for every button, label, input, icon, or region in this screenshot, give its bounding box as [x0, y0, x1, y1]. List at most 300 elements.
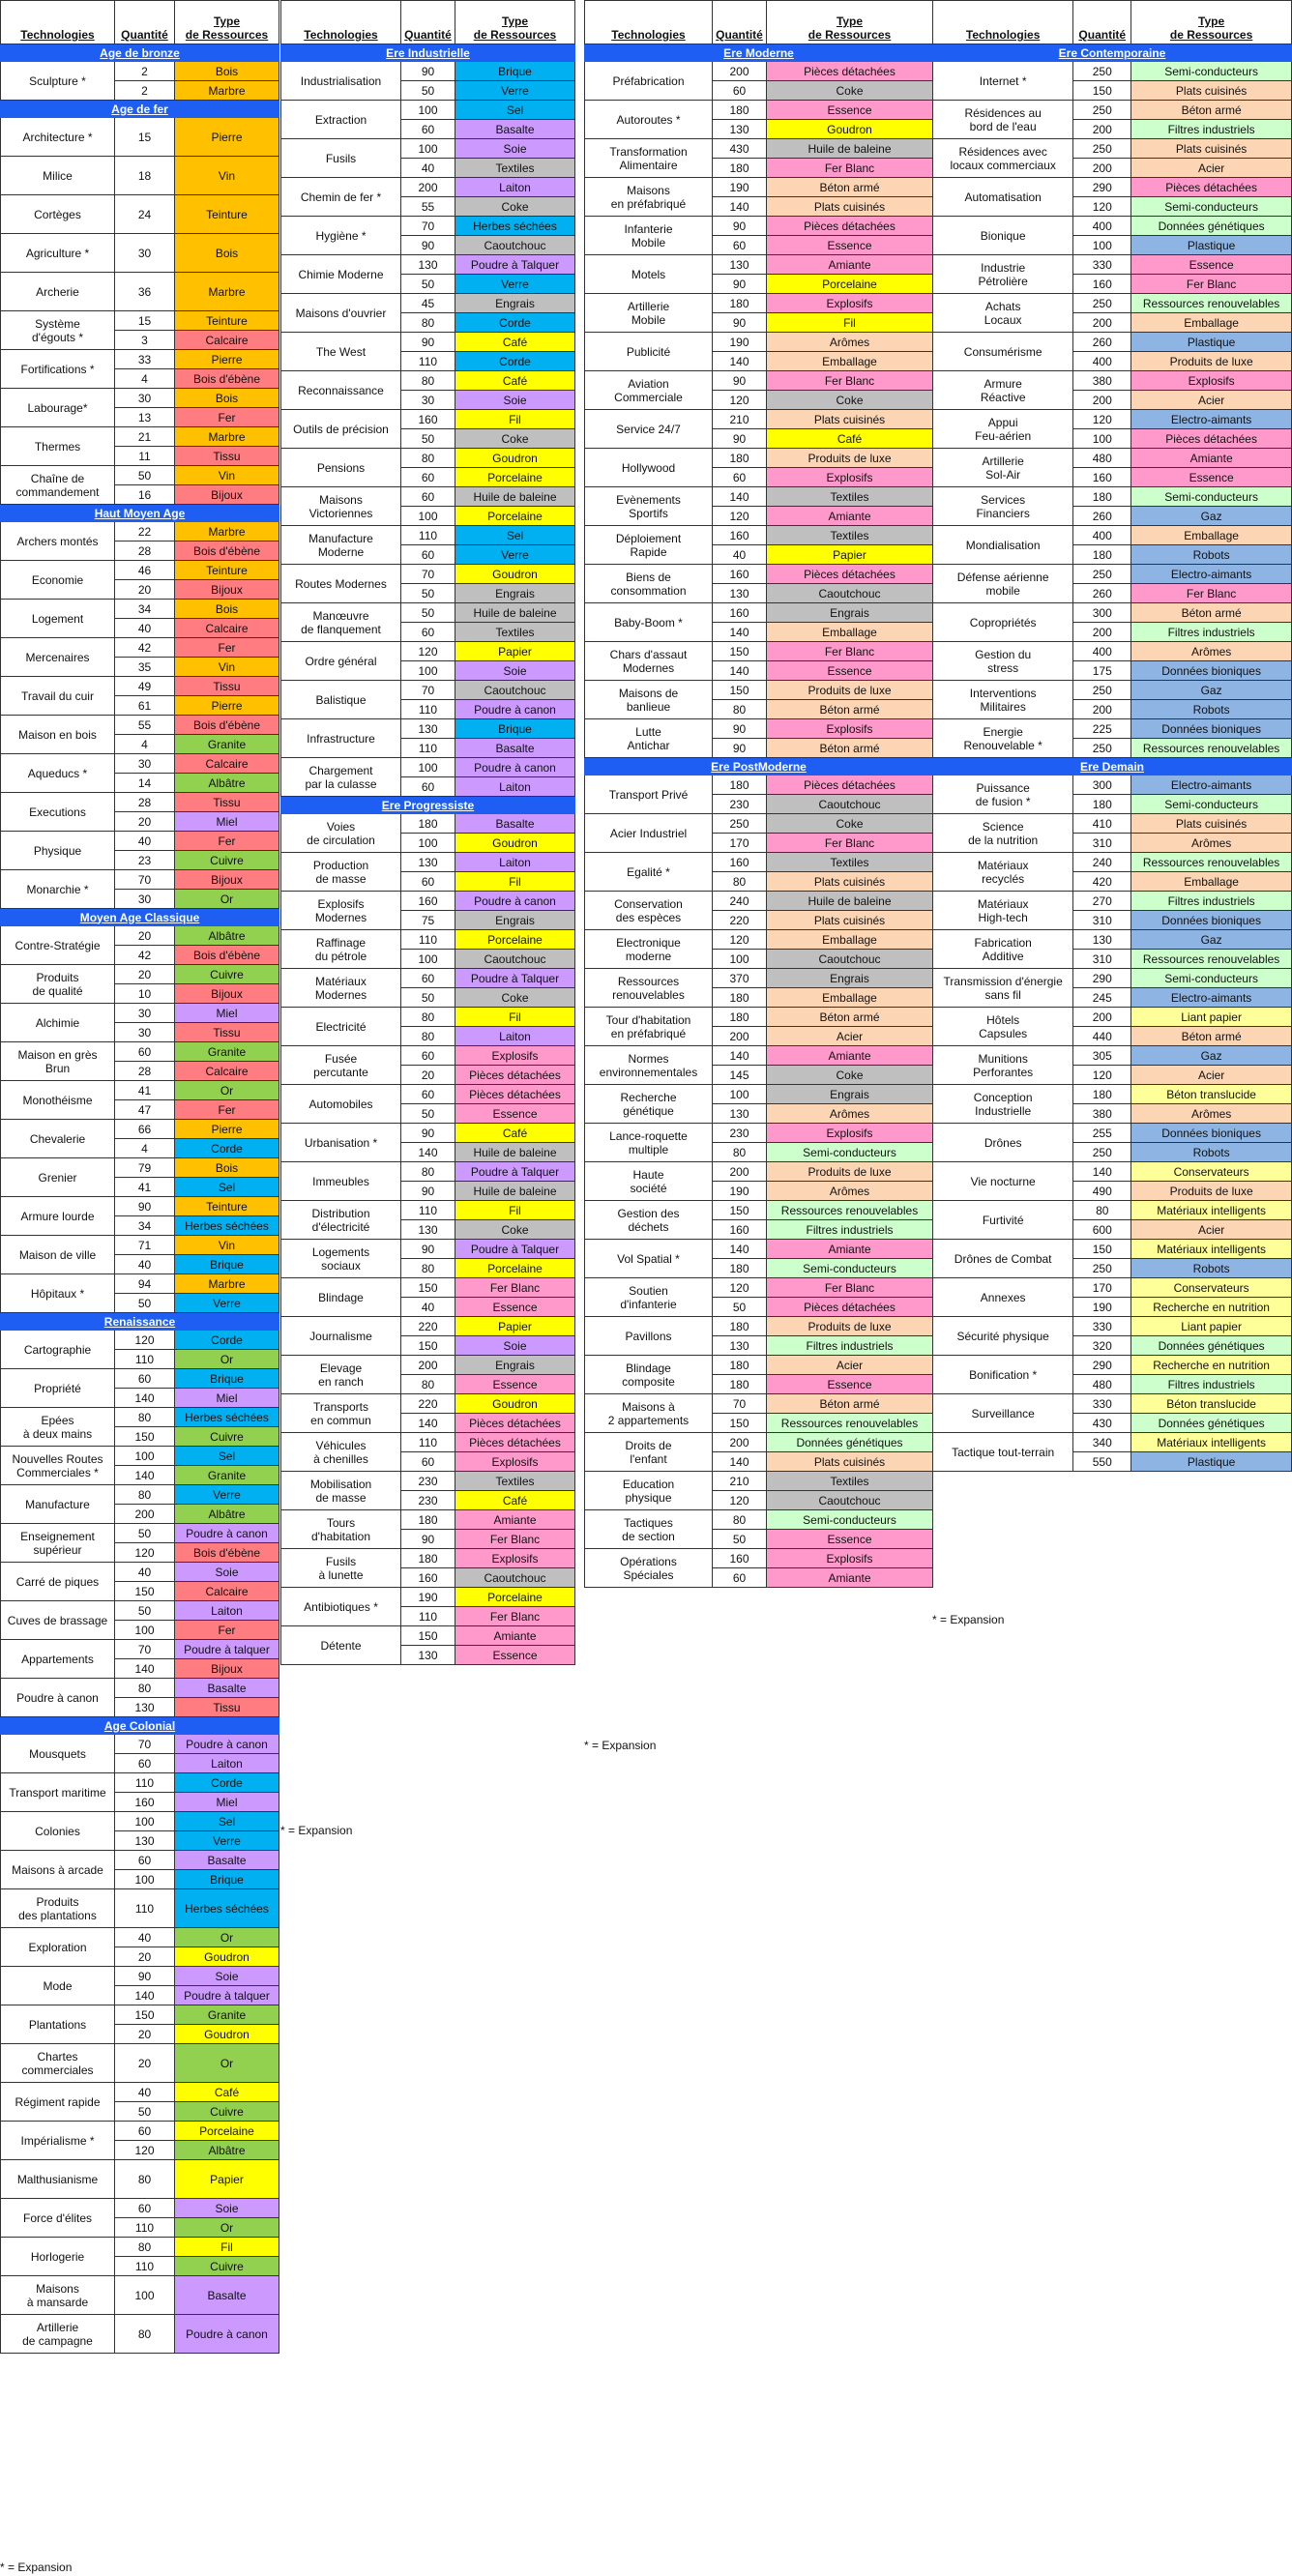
- resource-type: Brique: [455, 62, 575, 81]
- quantity: 210: [713, 410, 767, 429]
- resource-type: Coke: [767, 814, 933, 834]
- resource-type: Porcelaine: [455, 930, 575, 950]
- tech-name: Véhicules à chenilles: [281, 1433, 401, 1472]
- tech-name: Normes environnementales: [585, 1046, 713, 1085]
- resource-type: Bijoux: [175, 580, 279, 600]
- tech-name: Recherche génétique: [585, 1085, 713, 1124]
- resource-type: Fer: [175, 1100, 279, 1120]
- resource-type: Basalte: [175, 2276, 279, 2315]
- tech-table: [280, 0, 575, 1665]
- quantity: 200: [1073, 1008, 1131, 1027]
- quantity: 370: [713, 969, 767, 988]
- resource-type: Plats cuisinés: [1131, 814, 1292, 834]
- resource-type: Arômes: [1131, 1104, 1292, 1124]
- resource-type: Ressources renouvelables: [1131, 739, 1292, 758]
- resource-type: Corde: [175, 1139, 279, 1158]
- quantity: 110: [115, 2218, 175, 2238]
- table-row: [1, 2160, 279, 2199]
- resource-type: Bois: [175, 1158, 279, 1178]
- column-3: [584, 0, 933, 1588]
- resource-type: Amiante: [767, 1568, 933, 1588]
- quantity: 60: [401, 1046, 455, 1066]
- quantity: 61: [115, 696, 175, 716]
- tech-name: Industrialisation: [281, 62, 401, 101]
- resource-type: Explosifs: [767, 719, 933, 739]
- resource-type: Pièces détachées: [767, 62, 933, 81]
- table-row: [1, 1928, 279, 1947]
- tech-name: Enseignement supérieur: [1, 1524, 115, 1563]
- resource-type: Filtres industriels: [1131, 120, 1292, 139]
- quantity: 20: [115, 926, 175, 946]
- quantity: 130: [713, 1336, 767, 1356]
- resource-type: Textiles: [455, 623, 575, 642]
- footnote-4: * = Expansion: [932, 1613, 1005, 1626]
- tech-name: Vol Spatial *: [585, 1240, 713, 1278]
- table-row: [281, 371, 575, 391]
- tech-name: Architecture *: [1, 118, 115, 157]
- resource-type: Acier: [1131, 1066, 1292, 1085]
- tech-name: Chemin de fer *: [281, 178, 401, 217]
- resource-type: Emballage: [1131, 526, 1292, 545]
- quantity: 2: [115, 62, 175, 81]
- table-row: [933, 565, 1292, 584]
- resource-type: Calcaire: [175, 1062, 279, 1081]
- quantity: 80: [713, 1510, 767, 1530]
- resource-type: Tissu: [175, 1698, 279, 1717]
- quantity: 79: [115, 1158, 175, 1178]
- quantity: 230: [401, 1472, 455, 1491]
- resource-type: Huile de baleine: [455, 1182, 575, 1201]
- tech-name: Mondialisation: [933, 526, 1073, 565]
- table-row: [281, 1201, 575, 1220]
- quantity: 110: [401, 1201, 455, 1220]
- resource-type: Emballage: [1131, 313, 1292, 333]
- quantity: 130: [713, 584, 767, 603]
- table-row: [585, 526, 933, 545]
- resource-type: Brique: [175, 1255, 279, 1274]
- quantity: 140: [115, 1466, 175, 1485]
- resource-type: Fil: [455, 410, 575, 429]
- table-row: [1, 754, 279, 774]
- resource-type: Miel: [175, 1793, 279, 1812]
- resource-type: Caoutchouc: [455, 681, 575, 700]
- tech-name: Electronique moderne: [585, 930, 713, 969]
- resource-type: Liant papier: [1131, 1008, 1292, 1027]
- resource-type: Basalte: [455, 120, 575, 139]
- resource-type: Acier: [1131, 1220, 1292, 1240]
- table-row: [585, 642, 933, 661]
- table-row: [1, 2044, 279, 2083]
- quantity: 70: [115, 1735, 175, 1754]
- table-row: [281, 1278, 575, 1298]
- tech-name: Chartes commerciales: [1, 2044, 115, 2083]
- table-row: [1, 195, 279, 234]
- resource-type: Emballage: [767, 988, 933, 1008]
- quantity: 190: [713, 178, 767, 197]
- quantity: 150: [401, 1626, 455, 1646]
- tech-name: Drônes: [933, 1124, 1073, 1162]
- quantity: 13: [115, 408, 175, 427]
- table-row: [281, 930, 575, 950]
- resource-type: Bois d'ébène: [175, 369, 279, 389]
- resource-type: Engrais: [455, 584, 575, 603]
- resource-type: Pièces détachées: [455, 1085, 575, 1104]
- resource-type: Laiton: [175, 1754, 279, 1773]
- tech-name: Tactiques de section: [585, 1510, 713, 1549]
- table-row: [1, 1331, 279, 1350]
- resource-type: Filtres industriels: [1131, 892, 1292, 911]
- table-row: [585, 255, 933, 275]
- resource-type: Bois d'ébène: [175, 1543, 279, 1563]
- tech-name: Droits de l'enfant: [585, 1433, 713, 1472]
- resource-type: Explosifs: [1131, 371, 1292, 391]
- quantity: 180: [713, 159, 767, 178]
- resource-type: Cuivre: [175, 1427, 279, 1447]
- quantity: 190: [401, 1588, 455, 1607]
- quantity: 245: [1073, 988, 1131, 1008]
- quantity: 250: [1073, 62, 1131, 81]
- quantity: 70: [115, 870, 175, 890]
- tech-name: Fusils: [281, 139, 401, 178]
- resource-type: Soie: [175, 2199, 279, 2218]
- resource-type: Fil: [455, 1201, 575, 1220]
- quantity: 180: [713, 988, 767, 1008]
- quantity: 140: [713, 623, 767, 642]
- resource-type: Pièces détachées: [767, 1298, 933, 1317]
- resource-type: Pièces détachées: [1131, 178, 1292, 197]
- resource-type: Recherche en nutrition: [1131, 1298, 1292, 1317]
- resource-type: Laiton: [455, 1027, 575, 1046]
- quantity: 50: [401, 584, 455, 603]
- table-row: [933, 1046, 1292, 1066]
- tech-name: Maisons à mansarde: [1, 2276, 115, 2315]
- era-header-age-colonial: Age Colonial: [1, 1717, 279, 1735]
- tech-name: Mercenaires: [1, 638, 115, 677]
- header-quantite: Quantité: [1073, 1, 1131, 44]
- quantity: 50: [115, 2102, 175, 2122]
- resource-type: Porcelaine: [455, 468, 575, 487]
- tech-name: Régiment rapide: [1, 2083, 115, 2122]
- quantity: 90: [713, 275, 767, 294]
- quantity: 130: [401, 1220, 455, 1240]
- quantity: 380: [1073, 1104, 1131, 1124]
- quantity: 120: [115, 1543, 175, 1563]
- resource-type: Tissu: [175, 447, 279, 466]
- tech-name: Matériaux Modernes: [281, 969, 401, 1008]
- table-row: [281, 139, 575, 159]
- quantity: 60: [115, 2122, 175, 2141]
- tech-name: Baby-Boom *: [585, 603, 713, 642]
- tech-name: Contre-Stratégie: [1, 926, 115, 965]
- quantity: 140: [115, 1389, 175, 1408]
- quantity: 100: [1073, 236, 1131, 255]
- tech-name: Poudre à canon: [1, 1679, 115, 1717]
- table-row: [933, 1433, 1292, 1452]
- tech-name: Mousquets: [1, 1735, 115, 1773]
- tech-name: Transports en commun: [281, 1394, 401, 1433]
- quantity: 140: [713, 487, 767, 507]
- resource-type: Acier: [767, 1356, 933, 1375]
- quantity: 60: [401, 487, 455, 507]
- resource-type: Fil: [767, 313, 933, 333]
- table-row: [1, 600, 279, 619]
- quantity: 80: [115, 1679, 175, 1698]
- resource-type: Calcaire: [175, 754, 279, 774]
- quantity: 180: [1073, 795, 1131, 814]
- quantity: 4: [115, 369, 175, 389]
- resource-type: Pièces détachées: [455, 1414, 575, 1433]
- quantity: 40: [115, 2083, 175, 2102]
- tech-name: The West: [281, 333, 401, 371]
- resource-type: Marbre: [175, 522, 279, 542]
- quantity: 160: [713, 603, 767, 623]
- table-row: [1, 2276, 279, 2315]
- quantity: 15: [115, 311, 175, 331]
- tech-name: Matériaux High-tech: [933, 892, 1073, 930]
- quantity: 4: [115, 1139, 175, 1158]
- quantity: 3: [115, 331, 175, 350]
- quantity: 90: [401, 1124, 455, 1143]
- tech-name: Urbanisation *: [281, 1124, 401, 1162]
- resource-type: Fil: [455, 872, 575, 892]
- resource-type: Granite: [175, 735, 279, 754]
- table-row: [1, 1369, 279, 1389]
- resource-type: Pierre: [175, 1120, 279, 1139]
- resource-type: Or: [175, 1350, 279, 1369]
- table-row: [585, 1278, 933, 1298]
- table-row: [281, 1046, 575, 1066]
- table-row: [1, 638, 279, 658]
- resource-type: Or: [175, 1928, 279, 1947]
- resource-type: Gaz: [1131, 1046, 1292, 1066]
- resource-type: Emballage: [767, 623, 933, 642]
- quantity: 21: [115, 427, 175, 447]
- resource-type: Textiles: [767, 526, 933, 545]
- quantity: 110: [115, 2257, 175, 2276]
- resource-type: Goudron: [455, 449, 575, 468]
- tech-name: Infanterie Mobile: [585, 217, 713, 255]
- tech-name: Déploiement Rapide: [585, 526, 713, 565]
- quantity: 180: [713, 1356, 767, 1375]
- quantity: 180: [713, 1317, 767, 1336]
- tech-name: Mode: [1, 1967, 115, 2005]
- resource-type: Essence: [767, 1530, 933, 1549]
- table-row: [281, 333, 575, 352]
- resource-type: Goudron: [455, 565, 575, 584]
- quantity: 180: [713, 294, 767, 313]
- quantity: 30: [115, 754, 175, 774]
- quantity: 250: [1073, 101, 1131, 120]
- tech-name: Appui Feu-aérien: [933, 410, 1073, 449]
- era-header-moyen-age-classique: Moyen Age Classique: [1, 909, 279, 926]
- resource-type: Fer: [175, 1621, 279, 1640]
- table-row: [281, 1317, 575, 1336]
- table-row: [281, 719, 575, 739]
- quantity: 90: [713, 217, 767, 236]
- quantity: 60: [401, 120, 455, 139]
- quantity: 250: [1073, 1143, 1131, 1162]
- table-row: [1, 2122, 279, 2141]
- tech-name: Logements sociaux: [281, 1240, 401, 1278]
- quantity: 260: [1073, 333, 1131, 352]
- tech-name: Automatisation: [933, 178, 1073, 217]
- resource-type: Bijoux: [175, 1659, 279, 1679]
- table-row: [585, 1124, 933, 1143]
- table-row: [585, 1472, 933, 1491]
- quantity: 80: [401, 1008, 455, 1027]
- quantity: 160: [401, 410, 455, 429]
- quantity: 90: [401, 333, 455, 352]
- table-row: [281, 892, 575, 911]
- quantity: 80: [401, 371, 455, 391]
- resource-type: Engrais: [767, 969, 933, 988]
- resource-type: Poudre à Talquer: [455, 969, 575, 988]
- quantity: 15: [115, 118, 175, 157]
- table-row: [1, 522, 279, 542]
- quantity: 140: [115, 1659, 175, 1679]
- quantity: 180: [713, 1375, 767, 1394]
- quantity: 80: [401, 1259, 455, 1278]
- quantity: 16: [115, 485, 175, 505]
- table-row: [585, 1008, 933, 1027]
- resource-type: Corde: [175, 1773, 279, 1793]
- tech-name: Fortifications *: [1, 350, 115, 389]
- resource-type: Textiles: [767, 1472, 933, 1491]
- quantity: 80: [713, 872, 767, 892]
- resource-type: Brique: [455, 719, 575, 739]
- quantity: 71: [115, 1236, 175, 1255]
- resource-type: Amiante: [1131, 449, 1292, 468]
- table-row: [585, 1201, 933, 1220]
- quantity: 250: [1073, 681, 1131, 700]
- resource-type: Bijoux: [175, 984, 279, 1004]
- resource-type: Teinture: [175, 195, 279, 234]
- quantity: 50: [401, 1104, 455, 1124]
- table-row: [933, 526, 1292, 545]
- table-row: [1, 2315, 279, 2354]
- resource-type: Semi-conducteurs: [1131, 969, 1292, 988]
- table-row: [585, 1046, 933, 1066]
- resource-type: Caoutchouc: [767, 950, 933, 969]
- tech-name: Monarchie *: [1, 870, 115, 909]
- table-row: [933, 333, 1292, 352]
- era-header-ere-contemporaine: Ere Contemporaine: [933, 44, 1292, 62]
- table-row: [281, 1626, 575, 1646]
- table-row: [1, 1408, 279, 1427]
- quantity: 40: [115, 1255, 175, 1274]
- tech-name: Maison en bois: [1, 716, 115, 754]
- quantity: 90: [713, 429, 767, 449]
- table-row: [1, 1042, 279, 1062]
- quantity: 80: [115, 1408, 175, 1427]
- quantity: 24: [115, 195, 175, 234]
- resource-type: Ressources renouvelables: [1131, 950, 1292, 969]
- quantity: 42: [115, 638, 175, 658]
- resource-type: Herbes séchées: [455, 217, 575, 236]
- quantity: 22: [115, 522, 175, 542]
- table-row: [281, 603, 575, 623]
- tech-name: Tours d'habitation: [281, 1510, 401, 1549]
- table-row: [281, 1394, 575, 1414]
- era-header-haut-moyen-age: Haut Moyen Age: [1, 505, 279, 522]
- tech-name: Maisons de banlieue: [585, 681, 713, 719]
- resource-type: Café: [175, 2083, 279, 2102]
- table-row: [585, 139, 933, 159]
- tech-name: Fusée percutante: [281, 1046, 401, 1085]
- quantity: 100: [713, 1085, 767, 1104]
- resource-type: Amiante: [455, 1626, 575, 1646]
- table-row: [1, 157, 279, 195]
- quantity: 60: [401, 545, 455, 565]
- quantity: 120: [713, 1278, 767, 1298]
- era-header-ere-postmoderne: Ere PostModerne: [585, 758, 933, 776]
- tech-table: [584, 0, 933, 1588]
- quantity: 440: [1073, 1027, 1131, 1046]
- quantity: 140: [713, 1046, 767, 1066]
- tech-name: Biens de consommation: [585, 565, 713, 603]
- quantity: 90: [115, 1967, 175, 1986]
- resource-type: Goudron: [175, 2025, 279, 2044]
- resource-type: Ressources renouvelables: [1131, 853, 1292, 872]
- table-row: [281, 1008, 575, 1027]
- resource-type: Laiton: [455, 853, 575, 872]
- tech-name: Hôtels Capsules: [933, 1008, 1073, 1046]
- resource-type: Soie: [175, 1967, 279, 1986]
- quantity: 40: [401, 159, 455, 178]
- quantity: 60: [713, 236, 767, 255]
- tech-name: Blindage: [281, 1278, 401, 1317]
- tech-name: Système d'égouts *: [1, 311, 115, 350]
- quantity: 110: [401, 739, 455, 758]
- resource-type: Gaz: [1131, 930, 1292, 950]
- quantity: 190: [1073, 1298, 1131, 1317]
- resource-type: Albâtre: [175, 1505, 279, 1524]
- header-type-ressources: Type de Ressources: [1131, 1, 1292, 44]
- tech-name: Transport Privé: [585, 776, 713, 814]
- resource-type: Fer Blanc: [1131, 275, 1292, 294]
- table-row: [933, 1278, 1292, 1298]
- quantity: 160: [1073, 275, 1131, 294]
- quantity: 150: [1073, 81, 1131, 101]
- quantity: 60: [401, 1085, 455, 1104]
- quantity: 90: [115, 1197, 175, 1216]
- tech-name: Matériaux recyclés: [933, 853, 1073, 892]
- resource-type: Electro-aimants: [1131, 988, 1292, 1008]
- quantity: 33: [115, 350, 175, 369]
- quantity: 300: [1073, 603, 1131, 623]
- resource-type: Miel: [175, 812, 279, 832]
- tech-name: Blindage composite: [585, 1356, 713, 1394]
- resource-type: Conservateurs: [1131, 1162, 1292, 1182]
- tech-name: Annexes: [933, 1278, 1073, 1317]
- tech-name: Transport maritime: [1, 1773, 115, 1812]
- quantity: 70: [713, 1394, 767, 1414]
- quantity: 150: [1073, 1240, 1131, 1259]
- quantity: 380: [1073, 371, 1131, 391]
- resource-type: Caoutchouc: [767, 795, 933, 814]
- resource-type: Données génétiques: [767, 1433, 933, 1452]
- table-row: [933, 371, 1292, 391]
- resource-type: Explosifs: [767, 468, 933, 487]
- quantity: 60: [115, 1369, 175, 1389]
- header-type-ressources: Type de Ressources: [175, 1, 279, 44]
- tech-name: Sculpture *: [1, 62, 115, 101]
- table-row: [585, 62, 933, 81]
- quantity: 130: [713, 255, 767, 275]
- resource-type: Fer Blanc: [767, 371, 933, 391]
- resource-type: Plats cuisinés: [767, 197, 933, 217]
- table-row: [1, 2005, 279, 2025]
